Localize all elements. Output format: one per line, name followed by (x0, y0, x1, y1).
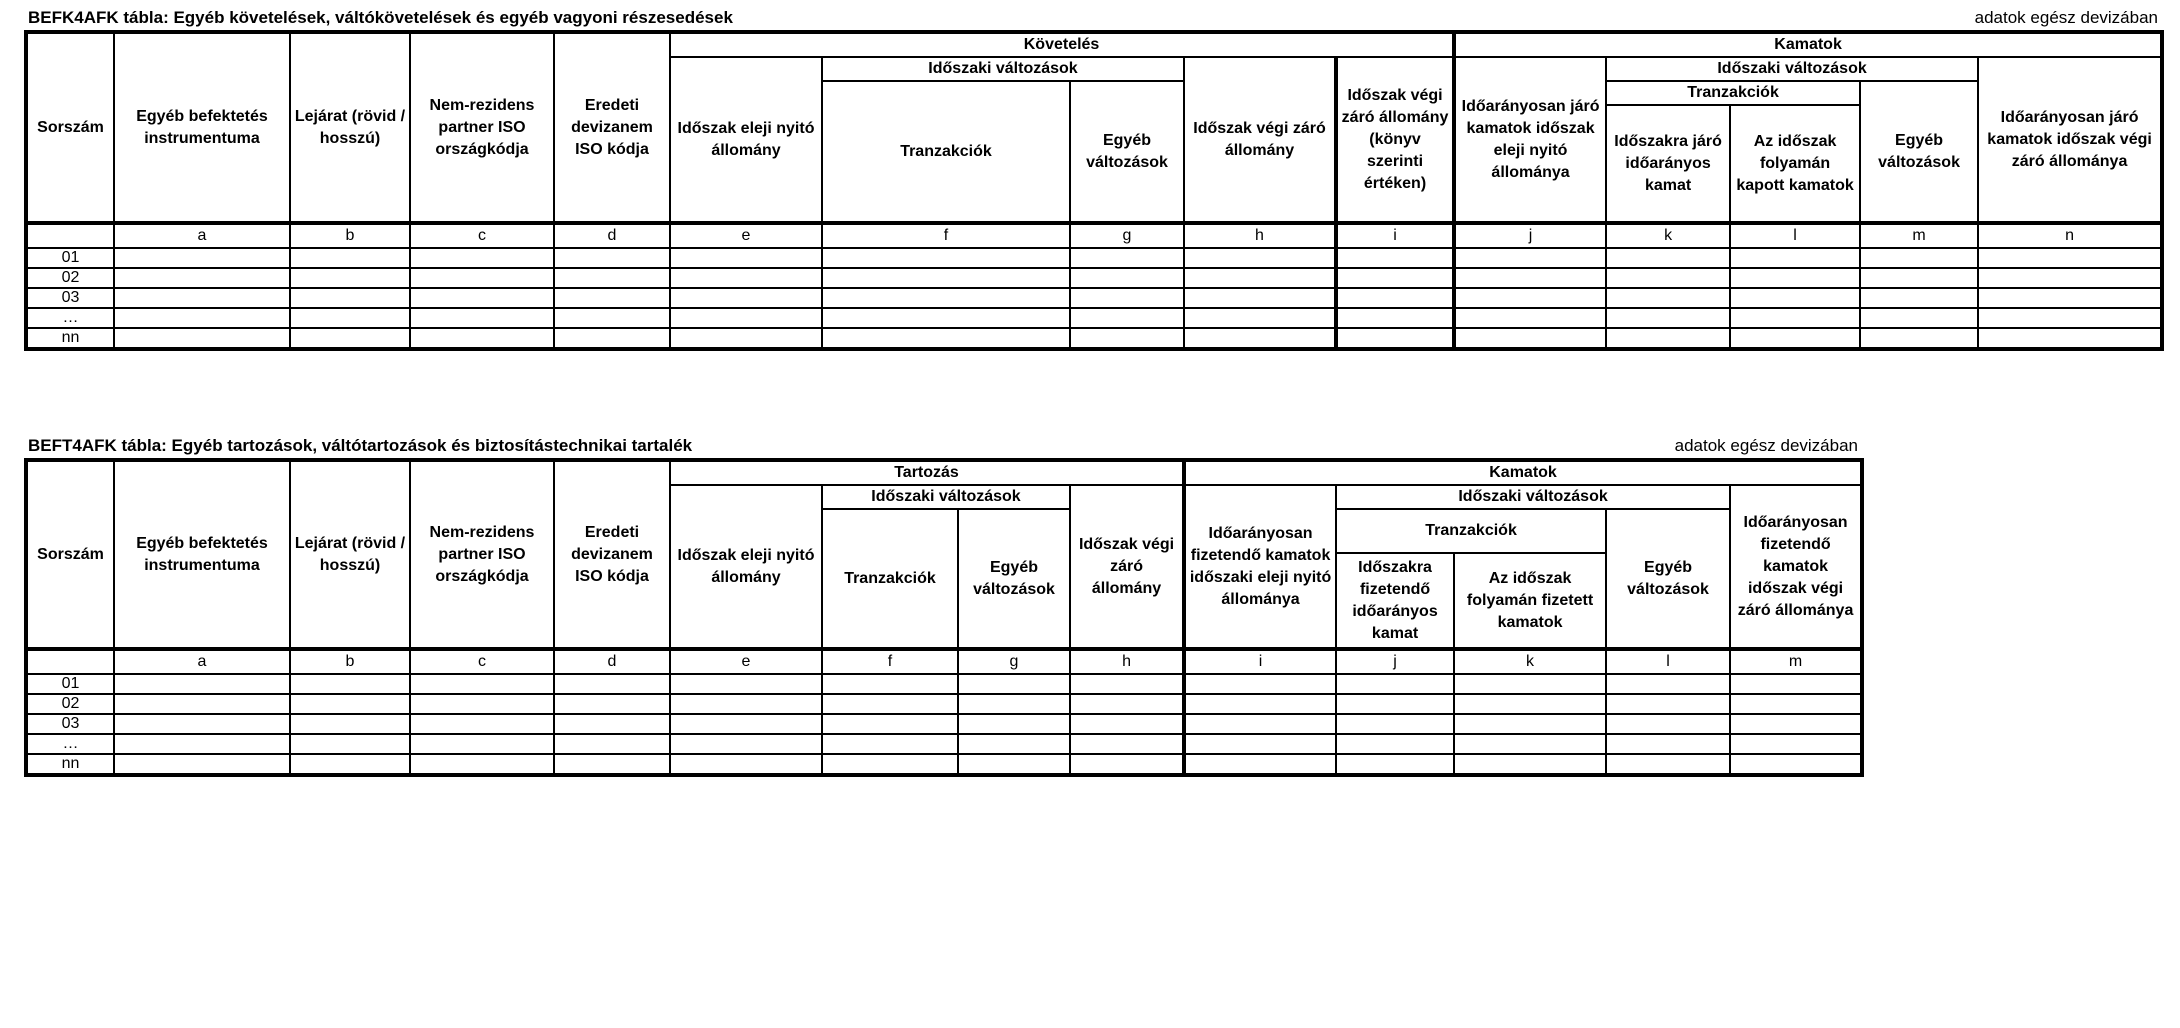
t2-data-cell[interactable] (1730, 734, 1862, 754)
t2-letter: k (1454, 649, 1606, 674)
t1-h-nyito: Időszak eleji nyitó állomány (670, 57, 822, 223)
table2-title-row (24, 434, 1860, 458)
t1-h-kamat-tranz: Tranzakciók (1606, 81, 1860, 105)
t2-letter: c (410, 649, 554, 674)
table2-unit-note: adatok egész devizában (1674, 436, 1858, 455)
t2-data-cell[interactable] (822, 674, 958, 694)
t2-data-cell[interactable] (1336, 754, 1454, 775)
t1-h-sorszam: Sorszám (26, 32, 114, 223)
t2-letter: j (1336, 649, 1454, 674)
t2-data-row (26, 714, 1862, 734)
t1-letter: c (410, 223, 554, 248)
t2-data-cell[interactable] (822, 714, 958, 734)
t2-h-zaro: Időszak végi záró állomány (1070, 485, 1184, 649)
t2-data-cell[interactable] (1070, 674, 1184, 694)
t2-letter: i (1184, 649, 1336, 674)
t1-data-cell[interactable] (1336, 248, 1454, 268)
t2-h-nyito: Időszak eleji nyitó állomány (670, 485, 822, 649)
t2-data-cell[interactable] (670, 714, 822, 734)
t1-letter: j (1454, 223, 1606, 248)
t1-data-cell[interactable] (114, 268, 290, 288)
t2-data-cell[interactable] (1070, 694, 1184, 714)
t2-row-label: 01 (26, 674, 114, 694)
t1-data-cell[interactable] (1606, 308, 1730, 328)
t1-data-cell[interactable] (1860, 248, 1978, 268)
t2-data-cell[interactable] (1606, 734, 1730, 754)
t2-letter: g (958, 649, 1070, 674)
t2-letter: e (670, 649, 822, 674)
t2-h-kamat-zaro: Időarányosan fizetendő kamatok időszak végi záró állománya (1730, 485, 1862, 649)
t1-data-cell[interactable] (554, 248, 670, 268)
t1-row-label: nn (26, 328, 114, 349)
t1-letter: m (1860, 223, 1978, 248)
t2-data-cell[interactable] (410, 674, 554, 694)
t2-row-label: 03 (26, 714, 114, 734)
t1-data-cell[interactable] (114, 328, 290, 349)
t1-data-cell[interactable] (1730, 248, 1860, 268)
t2-data-cell[interactable] (1730, 714, 1862, 734)
t2-data-cell[interactable] (114, 714, 290, 734)
t1-row-label: … (26, 308, 114, 328)
t2-data-cell[interactable] (958, 754, 1070, 775)
t2-row-label: nn (26, 754, 114, 775)
t2-data-row (26, 674, 1862, 694)
t1-data-cell[interactable] (1730, 328, 1860, 349)
t1-data-row (26, 268, 2162, 288)
t2-h-lejarat: Lejárat (rövid / hosszú) (290, 460, 410, 649)
t1-data-cell[interactable] (410, 308, 554, 328)
t1-data-cell[interactable] (1070, 248, 1184, 268)
t2-data-cell[interactable] (554, 694, 670, 714)
t2-data-cell[interactable] (822, 754, 958, 775)
t1-h-nemrezidens: Nem-rezidens partner ISO országkódja (410, 32, 554, 223)
t1-data-cell[interactable] (554, 308, 670, 328)
t1-data-cell[interactable] (554, 288, 670, 308)
t1-data-cell[interactable] (1978, 308, 2162, 328)
t2-data-cell[interactable] (410, 734, 554, 754)
t1-data-cell[interactable] (822, 288, 1070, 308)
t1-data-cell[interactable] (822, 268, 1070, 288)
t1-letter: b (290, 223, 410, 248)
t2-letter-empty (26, 649, 114, 674)
t1-h-lejarat: Lejárat (rövid / hosszú) (290, 32, 410, 223)
t1-row-label: 03 (26, 288, 114, 308)
t2-data-cell[interactable] (290, 754, 410, 775)
t1-letter-row (26, 223, 2162, 248)
t2-data-cell[interactable] (290, 674, 410, 694)
t1-row-label: 01 (26, 248, 114, 268)
t1-data-cell[interactable] (554, 328, 670, 349)
t2-data-cell[interactable] (410, 694, 554, 714)
t1-data-cell[interactable] (1454, 308, 1606, 328)
t2-h-tranzakciok: Tranzakciók (822, 509, 958, 649)
t1-data-cell[interactable] (1454, 328, 1606, 349)
t1-data-cell[interactable] (1184, 268, 1336, 288)
t1-data-cell[interactable] (1070, 328, 1184, 349)
t1-h-zaro-konyv: Időszak végi záró állomány (könyv szerinti értéken) (1336, 57, 1454, 223)
t1-data-cell[interactable] (1070, 288, 1184, 308)
t1-data-cell[interactable] (1860, 308, 1978, 328)
t1-data-row (26, 308, 2162, 328)
t1-data-cell[interactable] (1730, 288, 1860, 308)
t1-data-cell[interactable] (1184, 328, 1336, 349)
t2-data-cell[interactable] (554, 714, 670, 734)
t2-data-cell[interactable] (410, 714, 554, 734)
t1-data-cell[interactable] (114, 248, 290, 268)
t1-letter: n (1978, 223, 2162, 248)
t2-data-cell[interactable] (670, 734, 822, 754)
t1-data-cell[interactable] (670, 288, 822, 308)
t2-data-cell[interactable] (114, 674, 290, 694)
t2-data-row (26, 754, 1862, 775)
t2-data-cell[interactable] (290, 714, 410, 734)
t1-data-cell[interactable] (1860, 328, 1978, 349)
t2-letter: h (1070, 649, 1184, 674)
t2-h-kamat-egyeb: Egyéb változások (1606, 509, 1730, 649)
t1-data-cell[interactable] (114, 308, 290, 328)
t2-data-cell[interactable] (1454, 694, 1606, 714)
t2-h-group-tartozas: Tartozás (670, 460, 1184, 485)
t1-data-cell[interactable] (822, 328, 1070, 349)
t2-h-instrument: Egyéb befektetés instrumentuma (114, 460, 290, 649)
t1-h-group-kovetel: Követelés (670, 32, 1454, 57)
t1-letter-empty (26, 223, 114, 248)
t1-letter: d (554, 223, 670, 248)
t2-data-cell[interactable] (1184, 754, 1336, 775)
t2-data-body (26, 674, 1862, 775)
t2-data-cell[interactable] (822, 694, 958, 714)
t1-data-cell[interactable] (1606, 328, 1730, 349)
t2-letter: d (554, 649, 670, 674)
t2-data-cell[interactable] (1336, 674, 1454, 694)
t2-data-cell[interactable] (1184, 714, 1336, 734)
t1-letter: e (670, 223, 822, 248)
t2-data-cell[interactable] (1184, 694, 1336, 714)
t1-data-cell[interactable] (290, 248, 410, 268)
t2-data-cell[interactable] (670, 694, 822, 714)
t1-row-label: 02 (26, 268, 114, 288)
t1-data-cell[interactable] (1070, 308, 1184, 328)
t2-data-cell[interactable] (1730, 674, 1862, 694)
t2-data-cell[interactable] (670, 754, 822, 775)
t1-data-cell[interactable] (822, 248, 1070, 268)
t1-data-row (26, 328, 2162, 349)
t1-data-cell[interactable] (410, 328, 554, 349)
t1-data-cell[interactable] (1184, 288, 1336, 308)
t1-letter: h (1184, 223, 1336, 248)
t2-data-cell[interactable] (1730, 754, 1862, 775)
t1-data-cell[interactable] (670, 268, 822, 288)
t2-letter: f (822, 649, 958, 674)
t1-h-instrument: Egyéb befektetés instrumentuma (114, 32, 290, 223)
t1-data-cell[interactable] (1606, 268, 1730, 288)
t2-h-nemrezidens: Nem-rezidens partner ISO országkódja (410, 460, 554, 649)
t2-h-kamat-fizetett: Az időszak folyamán fizetett kamatok (1454, 553, 1606, 649)
t1-h-tranzakciok: Tranzakciók (822, 81, 1070, 223)
t1-letter: i (1336, 223, 1454, 248)
t2-data-cell[interactable] (554, 754, 670, 775)
t2-h-group-kamatok: Kamatok (1184, 460, 1862, 485)
t2-data-cell[interactable] (290, 694, 410, 714)
t1-data-cell[interactable] (1860, 288, 1978, 308)
t1-data-cell[interactable] (1454, 288, 1606, 308)
t1-data-cell[interactable] (1336, 308, 1454, 328)
t1-h-group-kamatok: Kamatok (1454, 32, 2162, 57)
t1-letter: a (114, 223, 290, 248)
t1-data-cell[interactable] (1978, 328, 2162, 349)
t1-letter: f (822, 223, 1070, 248)
t2-data-cell[interactable] (1606, 674, 1730, 694)
t1-data-cell[interactable] (1730, 268, 1860, 288)
t1-data-cell[interactable] (1860, 268, 1978, 288)
t2-data-cell[interactable] (958, 694, 1070, 714)
table2-block (24, 434, 1860, 777)
t2-h-idoszaki: Időszaki változások (822, 485, 1070, 509)
t2-data-cell[interactable] (554, 674, 670, 694)
t2-h-kamat-idoszakra: Időszakra fizetendő időarányos kamat (1336, 553, 1454, 649)
t1-data-cell[interactable] (290, 308, 410, 328)
t1-data-cell[interactable] (1454, 248, 1606, 268)
t1-data-cell[interactable] (1454, 268, 1606, 288)
t2-data-cell[interactable] (1184, 674, 1336, 694)
t1-data-row (26, 248, 2162, 268)
t2-data-cell[interactable] (114, 694, 290, 714)
t1-letter: l (1730, 223, 1860, 248)
t1-data-cell[interactable] (1336, 268, 1454, 288)
t1-h-kamat-kapott: Az időszak folyamán kapott kamatok (1730, 105, 1860, 223)
t1-data-cell[interactable] (114, 288, 290, 308)
table2 (24, 458, 1864, 777)
t2-row-label: … (26, 734, 114, 754)
t1-data-cell[interactable] (1336, 328, 1454, 349)
t1-data-cell[interactable] (1336, 288, 1454, 308)
t1-data-cell[interactable] (670, 308, 822, 328)
t2-data-cell[interactable] (958, 734, 1070, 754)
t2-data-cell[interactable] (1454, 674, 1606, 694)
t1-data-cell[interactable] (670, 328, 822, 349)
t1-h-idoszaki: Időszaki változások (822, 57, 1184, 81)
t2-h-egyeb: Egyéb változások (958, 509, 1070, 649)
t2-data-cell[interactable] (958, 714, 1070, 734)
t1-h-egyeb: Egyéb változások (1070, 81, 1184, 223)
t2-data-cell[interactable] (1070, 754, 1184, 775)
t2-data-cell[interactable] (410, 754, 554, 775)
t2-data-cell[interactable] (114, 734, 290, 754)
t2-data-row (26, 694, 1862, 714)
t2-h-kamat-nyito: Időarányosan fizetendő kamatok időszaki eleji nyitó állománya (1184, 485, 1336, 649)
t2-data-cell[interactable] (1454, 734, 1606, 754)
t1-data-cell[interactable] (290, 268, 410, 288)
t1-data-cell[interactable] (1978, 268, 2162, 288)
table2-title: BEFT4AFK tábla: Egyéb tartozások, váltótartozások és biztosítástechnikai tartalék (28, 436, 693, 455)
t2-data-cell[interactable] (1730, 694, 1862, 714)
t1-data-cell[interactable] (554, 268, 670, 288)
t1-h-kamat-egyeb: Egyéb változások (1860, 81, 1978, 223)
t1-h-kamat-nyito: Időarányosan járó kamatok időszak eleji nyitó állománya (1454, 57, 1606, 223)
t2-data-cell[interactable] (1336, 714, 1454, 734)
t1-data-cell[interactable] (290, 288, 410, 308)
t1-data-cell[interactable] (410, 288, 554, 308)
t2-data-cell[interactable] (1070, 734, 1184, 754)
t1-data-cell[interactable] (1184, 248, 1336, 268)
t1-h-zaro: Időszak végi záró állomány (1184, 57, 1336, 223)
t1-data-cell[interactable] (822, 308, 1070, 328)
t1-h-kamat-zaro: Időarányosan járó kamatok időszak végi záró állománya (1978, 57, 2162, 223)
t2-data-cell[interactable] (822, 734, 958, 754)
t2-h-eredeti-deviza: Eredeti devizanem ISO kódja (554, 460, 670, 649)
t1-data-cell[interactable] (1730, 308, 1860, 328)
t2-data-cell[interactable] (1606, 754, 1730, 775)
t2-data-cell[interactable] (1184, 734, 1336, 754)
t2-data-cell[interactable] (554, 734, 670, 754)
t1-data-cell[interactable] (290, 328, 410, 349)
t1-data-body (26, 248, 2162, 349)
t2-letter: a (114, 649, 290, 674)
t1-data-cell[interactable] (410, 268, 554, 288)
t2-data-cell[interactable] (670, 674, 822, 694)
t1-data-cell[interactable] (1606, 248, 1730, 268)
t2-h-kamat-tranz: Tranzakciók (1336, 509, 1606, 553)
t1-letter: g (1070, 223, 1184, 248)
table1-title: BEFK4AFK tábla: Egyéb követelések, váltókövetelések és egyéb vagyoni részesedések (28, 8, 733, 27)
t2-data-row (26, 734, 1862, 754)
t2-h-sorszam: Sorszám (26, 460, 114, 649)
t2-letter: m (1730, 649, 1862, 674)
t1-data-cell[interactable] (670, 248, 822, 268)
t2-row-label: 02 (26, 694, 114, 714)
t1-h-kamat-idoszakra: Időszakra járó időarányos kamat (1606, 105, 1730, 223)
t1-data-cell[interactable] (1978, 248, 2162, 268)
t2-data-cell[interactable] (1336, 694, 1454, 714)
t2-h-kamat-idoszaki: Időszaki változások (1336, 485, 1730, 509)
t1-data-row (26, 288, 2162, 308)
t2-letter: b (290, 649, 410, 674)
t2-letter: l (1606, 649, 1730, 674)
table1-unit-note: adatok egész devizában (1974, 8, 2158, 27)
table1 (24, 30, 2164, 351)
t2-data-cell[interactable] (958, 674, 1070, 694)
table1-block (24, 6, 2160, 351)
t1-h-eredeti-deviza: Eredeti devizanem ISO kódja (554, 32, 670, 223)
t1-letter: k (1606, 223, 1730, 248)
t2-letter-row (26, 649, 1862, 674)
t2-data-cell[interactable] (1070, 714, 1184, 734)
t2-data-cell[interactable] (1454, 754, 1606, 775)
t2-data-cell[interactable] (290, 734, 410, 754)
t1-data-cell[interactable] (1978, 288, 2162, 308)
table1-title-row (24, 6, 2160, 30)
t1-data-cell[interactable] (1070, 268, 1184, 288)
t2-data-cell[interactable] (114, 754, 290, 775)
t2-data-cell[interactable] (1336, 734, 1454, 754)
t1-h-kamat-idoszaki: Időszaki változások (1606, 57, 1978, 81)
t2-data-cell[interactable] (1606, 714, 1730, 734)
t2-data-cell[interactable] (1606, 694, 1730, 714)
t1-data-cell[interactable] (1184, 308, 1336, 328)
t1-data-cell[interactable] (1606, 288, 1730, 308)
t1-data-cell[interactable] (410, 248, 554, 268)
t2-data-cell[interactable] (1454, 714, 1606, 734)
